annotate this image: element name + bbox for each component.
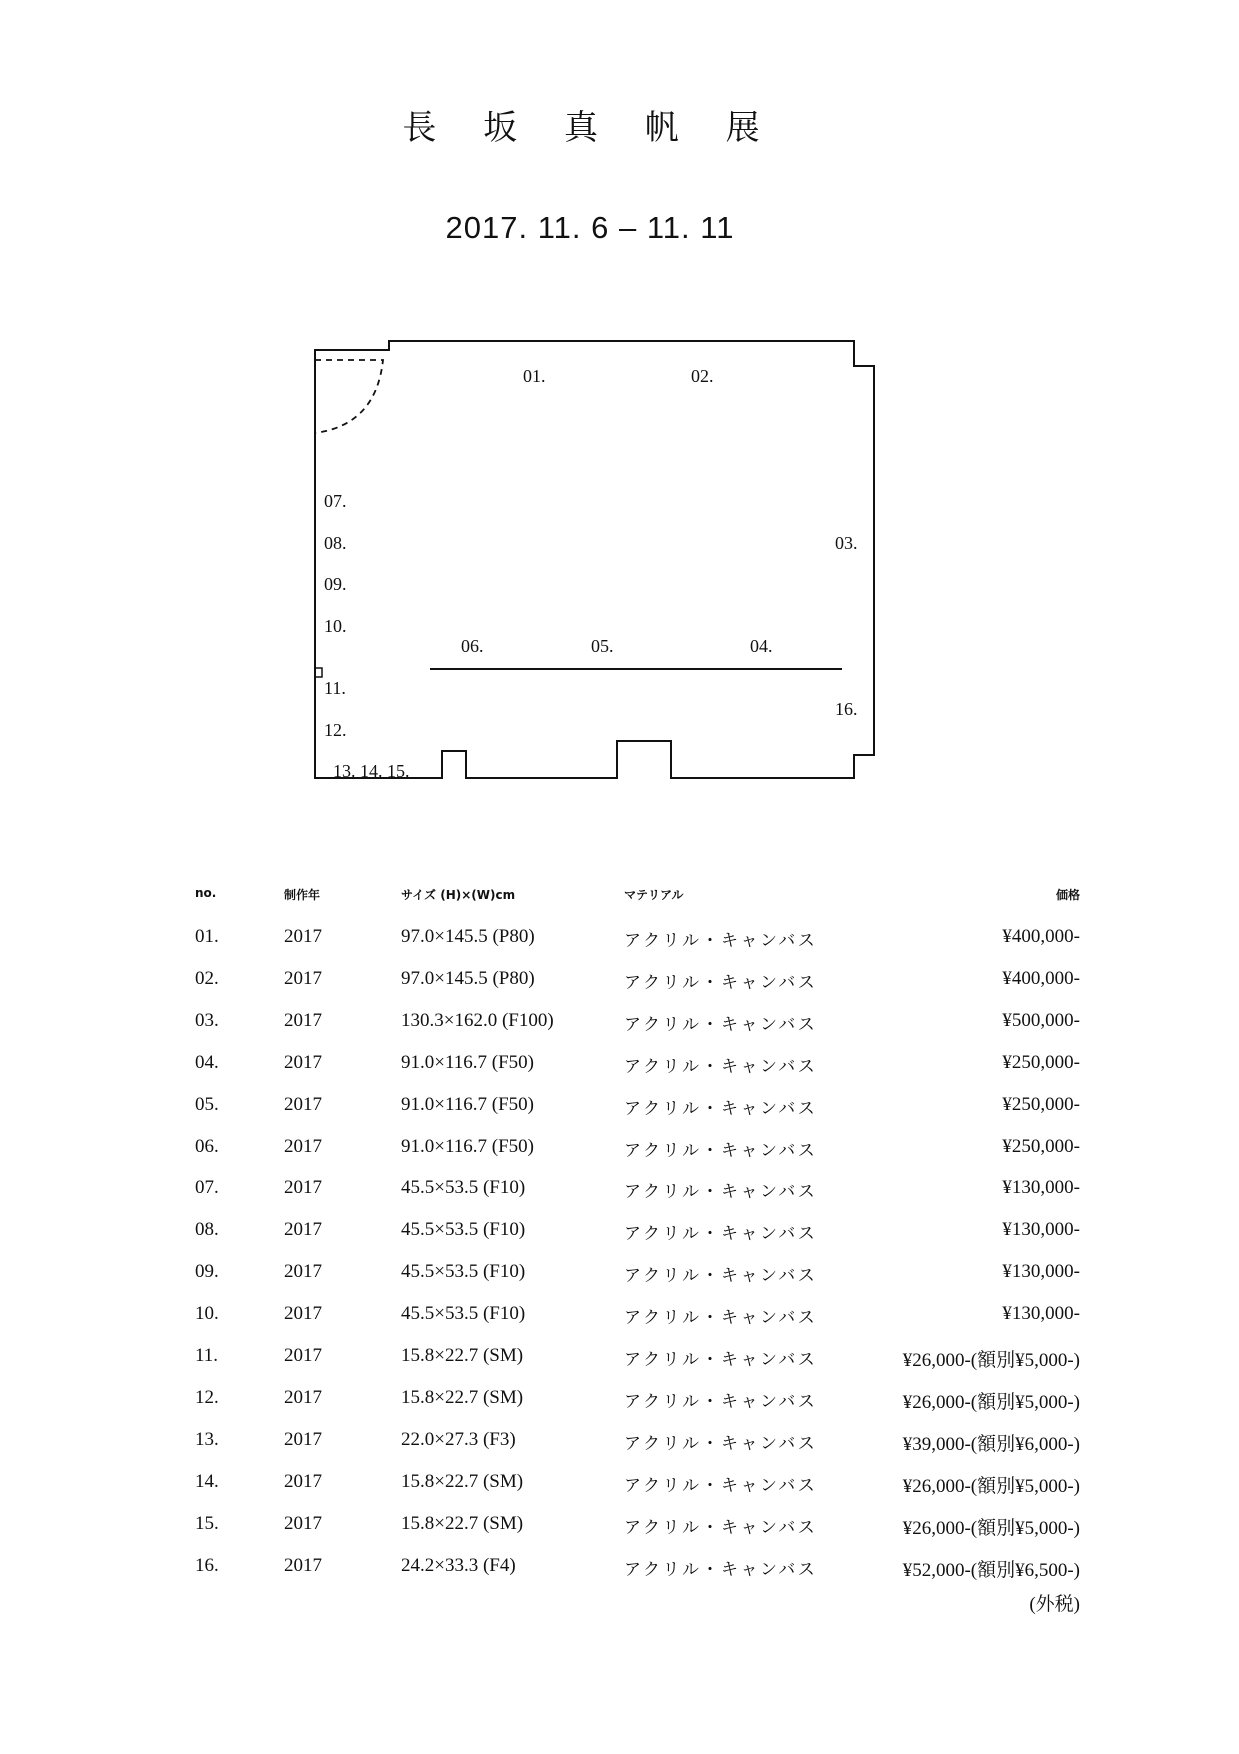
row-price: ¥400,000- <box>1002 926 1080 947</box>
row-year: 2017 <box>284 1219 322 1240</box>
row-material: アクリル・キャンバス <box>624 1141 818 1161</box>
row-size: 97.0×145.5 (P80) <box>401 926 535 947</box>
row-price: ¥26,000-(額別¥5,000-) <box>902 1476 1080 1497</box>
row-material: アクリル・キャンバス <box>624 1182 818 1202</box>
row-no: 07. <box>195 1177 219 1198</box>
row-material: アクリル・キャンバス <box>624 1518 818 1538</box>
row-no: 09. <box>195 1261 219 1282</box>
plan-label-04: 04. <box>750 636 773 656</box>
row-material: アクリル・キャンバス <box>624 1434 818 1454</box>
row-size: 91.0×116.7 (F50) <box>401 1052 534 1073</box>
row-material: アクリル・キャンバス <box>624 973 818 993</box>
row-no: 15. <box>195 1513 219 1534</box>
row-price: ¥500,000- <box>1002 1010 1080 1031</box>
row-price: ¥250,000- <box>1002 1052 1080 1073</box>
row-year: 2017 <box>284 1261 322 1282</box>
row-year: 2017 <box>284 1429 322 1450</box>
row-price: ¥250,000- <box>1002 1094 1080 1115</box>
row-material: アクリル・キャンバス <box>624 1099 818 1119</box>
plan-label-11: 11. <box>324 678 346 698</box>
row-material: アクリル・キャンバス <box>624 1224 818 1244</box>
row-price: ¥250,000- <box>1002 1136 1080 1157</box>
header-size: サイズ (H)×(W)cm <box>401 888 516 902</box>
row-price: ¥52,000-(額別¥6,500-) <box>902 1560 1080 1581</box>
row-size: 45.5×53.5 (F10) <box>401 1303 526 1324</box>
row-material: アクリル・キャンバス <box>624 1266 818 1286</box>
row-no: 01. <box>195 926 219 947</box>
row-size: 22.0×27.3 (F3) <box>401 1429 516 1450</box>
plan-label-10: 10. <box>324 616 347 636</box>
row-price: ¥26,000-(額別¥5,000-) <box>902 1392 1080 1413</box>
row-year: 2017 <box>284 1555 322 1576</box>
row-size: 24.2×33.3 (F4) <box>401 1555 516 1576</box>
row-price: ¥130,000- <box>1002 1261 1080 1282</box>
row-size: 97.0×145.5 (P80) <box>401 968 535 989</box>
plan-label-02: 02. <box>691 366 714 386</box>
header-no: no. <box>195 886 217 900</box>
row-no: 13. <box>195 1429 219 1450</box>
row-no: 05. <box>195 1094 219 1115</box>
row-material: アクリル・キャンバス <box>624 1057 818 1077</box>
row-size: 15.8×22.7 (SM) <box>401 1513 524 1534</box>
row-price: ¥130,000- <box>1002 1303 1080 1324</box>
row-size: 15.8×22.7 (SM) <box>401 1345 524 1366</box>
row-price: ¥130,000- <box>1002 1177 1080 1198</box>
row-no: 16. <box>195 1555 219 1576</box>
plan-label-13-15: 13. 14. 15. <box>333 761 410 781</box>
row-no: 10. <box>195 1303 219 1324</box>
plan-label-16: 16. <box>835 699 858 719</box>
row-no: 11. <box>195 1345 219 1366</box>
plan-label-03: 03. <box>835 533 858 553</box>
row-material: アクリル・キャンバス <box>624 1308 818 1328</box>
row-size: 45.5×53.5 (F10) <box>401 1219 526 1240</box>
row-material: アクリル・キャンバス <box>624 931 818 951</box>
row-size: 91.0×116.7 (F50) <box>401 1136 534 1157</box>
row-price: ¥26,000-(額別¥5,000-) <box>902 1518 1080 1539</box>
row-size: 45.5×53.5 (F10) <box>401 1177 526 1198</box>
plan-label-12: 12. <box>324 720 347 740</box>
plan-label-08: 08. <box>324 533 347 553</box>
row-year: 2017 <box>284 1094 322 1115</box>
row-no: 06. <box>195 1136 219 1157</box>
row-no: 12. <box>195 1387 219 1408</box>
row-material: アクリル・キャンバス <box>624 1015 818 1035</box>
row-year: 2017 <box>284 1387 322 1408</box>
header-material: マテリアル <box>624 888 684 902</box>
row-price: ¥26,000-(額別¥5,000-) <box>902 1350 1080 1371</box>
row-year: 2017 <box>284 1513 322 1534</box>
tax-note: (外税) <box>1029 1594 1080 1615</box>
row-year: 2017 <box>284 1177 322 1198</box>
row-material: アクリル・キャンバス <box>624 1350 818 1370</box>
plan-label-06: 06. <box>461 636 484 656</box>
row-size: 130.3×162.0 (F100) <box>401 1010 554 1031</box>
header-price: 価格 <box>1055 888 1080 902</box>
row-year: 2017 <box>284 968 322 989</box>
row-material: アクリル・キャンバス <box>624 1476 818 1496</box>
plan-label-05: 05. <box>591 636 614 656</box>
row-no: 14. <box>195 1471 219 1492</box>
row-price: ¥400,000- <box>1002 968 1080 989</box>
row-size: 15.8×22.7 (SM) <box>401 1471 524 1492</box>
row-year: 2017 <box>284 1303 322 1324</box>
row-no: 03. <box>195 1010 219 1031</box>
header-year: 制作年 <box>284 888 321 902</box>
row-year: 2017 <box>284 926 322 947</box>
row-no: 02. <box>195 968 219 989</box>
row-year: 2017 <box>284 1136 322 1157</box>
row-material: アクリル・キャンバス <box>624 1560 818 1580</box>
row-price: ¥39,000-(額別¥6,000-) <box>902 1434 1080 1455</box>
row-size: 45.5×53.5 (F10) <box>401 1261 526 1282</box>
row-year: 2017 <box>284 1010 322 1031</box>
row-year: 2017 <box>284 1345 322 1366</box>
plan-label-09: 09. <box>324 574 347 594</box>
exhibition-dates: 2017. 11. 6 – 11. 11 <box>445 210 735 245</box>
row-size: 15.8×22.7 (SM) <box>401 1387 524 1408</box>
plan-label-07: 07. <box>324 491 347 511</box>
row-year: 2017 <box>284 1471 322 1492</box>
exhibition-title: 長 坂 真 帆 展 <box>402 108 778 148</box>
row-no: 08. <box>195 1219 219 1240</box>
row-no: 04. <box>195 1052 219 1073</box>
plan-label-01: 01. <box>523 366 546 386</box>
row-material: アクリル・キャンバス <box>624 1392 818 1412</box>
row-year: 2017 <box>284 1052 322 1073</box>
row-size: 91.0×116.7 (F50) <box>401 1094 534 1115</box>
row-price: ¥130,000- <box>1002 1219 1080 1240</box>
